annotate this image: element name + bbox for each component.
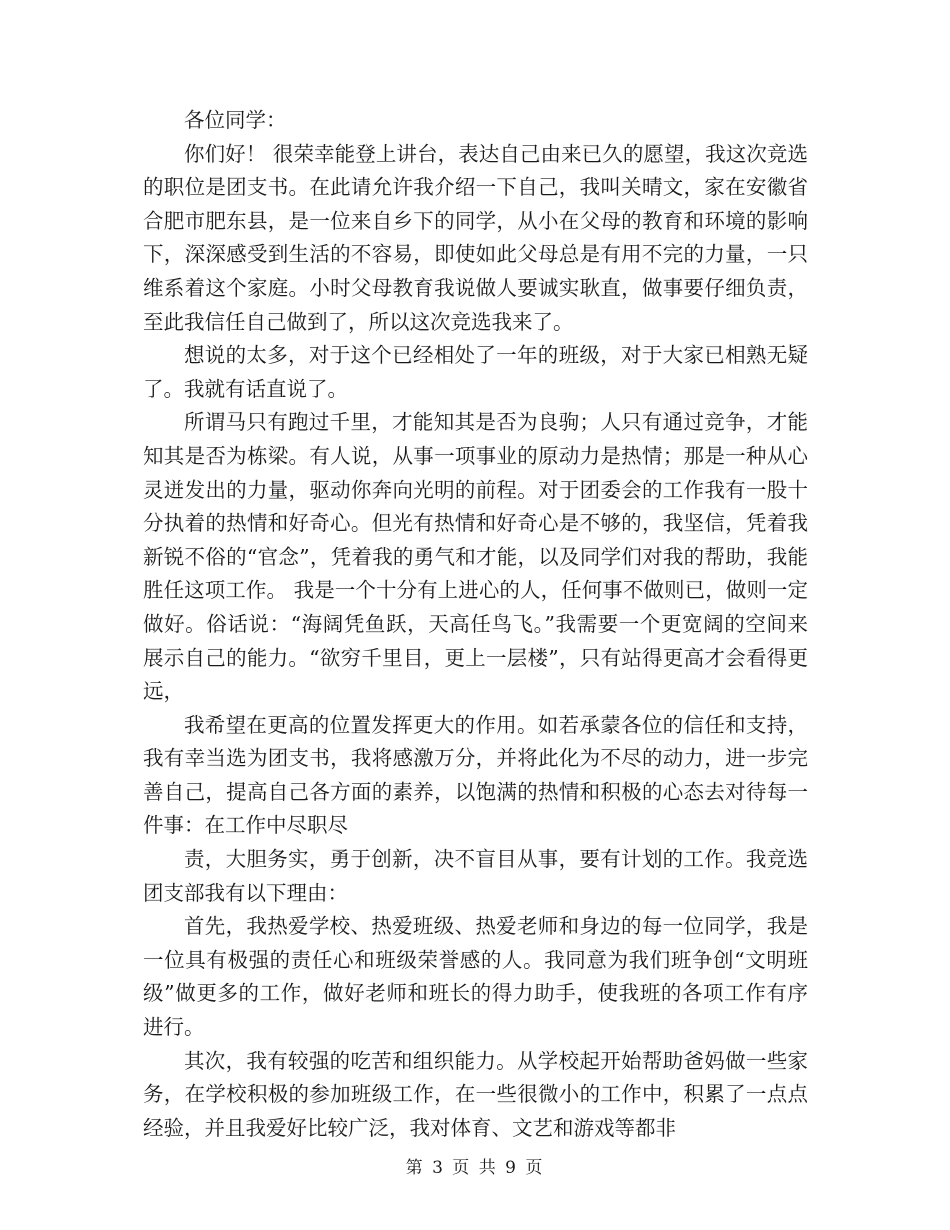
paragraph-introduction: 你们好！ 很荣幸能登上讲台，表达自己由来已久的愿望，我这次竞选的职位是团支书。在此请允许我介绍一下自己，我叫关晴文，家在安徽省合肥市肥东县，是一位来自乡下的同学，从小在父母的教育和环境的影响下，深深感受到生活的不容易，即使如此父母总是有用不完的力量，一只维系着这个家庭。小时父母教育我说做人要诚实耿直，做事要仔细负责，至此我信任自己做到了，所以这次竞选我来了。 [143, 141, 808, 334]
paragraph-reason-first: 首先，我热爱学校、热爱班级、热爱老师和身边的每一位同学，我是一位具有极强的责任心和班级荣誉感的人。我同意为我们班争创“文明班级”做更多的工作，做好老师和班长的得力助手，使我班的各项工作有序进行。 [143, 914, 808, 1040]
paragraph-reason-second: 其次，我有较强的吃苦和组织能力。从学校起开始帮助爸妈做一些家务，在学校积极的参加班级工作，在一些很微小的工作中，积累了一点点经验，并且我爱好比较广泛，我对体育、文艺和游戏等都非 [143, 1048, 808, 1140]
document-body [143, 104, 808, 1145]
paragraph-hope: 我希望在更高的位置发挥更大的作用。如若承蒙各位的信任和支持，我有幸当选为团支书，我将感激万分，并将此化为不尽的动力，进一步完善自己，提高自己各方面的素养，以饱满的热情和积极的心态去对待每一件事：在工作中尽职尽 [143, 712, 808, 838]
paragraph-transition: 想说的太多，对于这个已经相处了一年的班级，对于大家已相熟无疑了。我就有话直说了。 [143, 343, 808, 401]
paragraph-motivation: 所谓马只有跑过千里，才能知其是否为良驹；人只有通过竞争，才能知其是否为栋梁。有人说，从事一项事业的原动力是热情；那是一种从心灵迸发出的力量，驱动你奔向光明的前程。对于团委会的工作我有一股十分执着的热情和好奇心。但光有热情和好奇心是不够的，我坚信，凭着我新锐不俗的“官念”，凭着我的勇气和才能，以及同学们对我的帮助，我能胜任这项工作。 我是一个十分有上进心的人，任何事不做则已，做则一定做好。俗话说：“海阔凭鱼跃，天高任鸟飞。”我需要一个更宽阔的空间来展示自己的能力。“欲穷千里目，更上一层楼”，只有站得更高才会看得更远， [143, 410, 808, 704]
paragraph-salutation: 各位同学： [184, 108, 287, 132]
paragraph-reasons-intro: 责，大胆务实，勇于创新，决不盲目从事，要有计划的工作。我竞选团支部我有以下理由： [143, 847, 808, 905]
page-number-footer: 第 3 页 共 9 页 [405, 1158, 545, 1178]
